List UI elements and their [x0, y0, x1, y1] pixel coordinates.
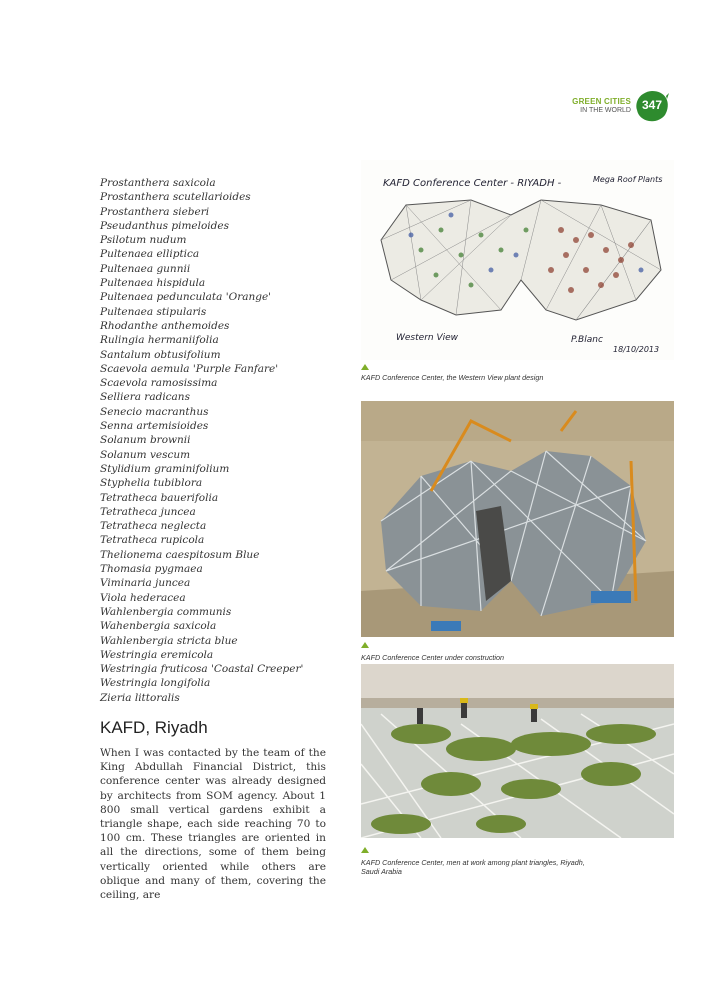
list-item: Wahenbergia saxicola	[100, 620, 217, 633]
list-item: Pseudanthus pimeloides	[100, 219, 229, 232]
construction-photo	[361, 401, 674, 637]
list-item: Prostanthera saxicola	[100, 177, 216, 189]
list-item: Scaevola ramosissima	[100, 377, 218, 390]
brand-line2: IN THE WORLD	[580, 107, 631, 114]
brand-logo	[572, 97, 631, 115]
list-item: Santalum obtusifolium	[100, 348, 221, 361]
list-item: Tetratheca neglecta	[100, 520, 207, 533]
list-item: Viminaria juncea	[100, 577, 191, 590]
list-item: Thomasia pygmaea	[100, 563, 203, 576]
list-item: Zieria littoralis	[100, 691, 180, 704]
page-number: 347	[641, 98, 663, 112]
list-item: Solanum vescum	[100, 448, 191, 461]
list-item: Prostanthera scutellarioides	[100, 191, 251, 204]
list-item: Senecio macranthus	[100, 405, 209, 418]
figure-caption: KAFD Conference Center under construction	[361, 653, 505, 662]
list-item: Pultenaea hispidula	[100, 277, 206, 290]
list-item: Westringia fruticosa 'Coastal Creeper'	[100, 663, 304, 676]
list-item: Pultenaea gunnii	[100, 262, 191, 275]
list-item: Thelionema caespitosum Blue	[100, 548, 260, 561]
figure-caption: KAFD Conference Center, the Western View plant design	[361, 373, 544, 382]
caption-line: Saudi Arabia	[361, 867, 402, 876]
list-item: Styphelia tubiblora	[100, 477, 203, 490]
caption-marker-icon	[361, 847, 369, 853]
list-item: Solanum brownii	[100, 434, 191, 447]
list-item: Rulingia hermaniifolia	[100, 334, 219, 347]
sketch-date: 18/10/2013	[613, 345, 660, 354]
list-item: Prostanthera sieberi	[100, 205, 210, 218]
list-item: Psilotum nudum	[100, 234, 187, 247]
caption-marker-icon	[361, 642, 369, 648]
list-item: Pultenaea pedunculata 'Orange'	[100, 291, 272, 304]
list-item: Selliera radicans	[100, 391, 190, 404]
body-paragraph: When I was contacted by the team of the King Abdullah Financial District, this conference center was already designed by architects from SOM agency. About 1 800 small vertical gardens exhibit a triangle shape, each side reaching 70 to 100 cm. These triangles are oriented in all the directions, some of them being vertically oriented while others are oblique and many of them, covering the ceiling, are	[100, 747, 326, 902]
list-item: Stylidium graminifolium	[100, 462, 230, 475]
list-item: Rhodanthe anthemoides	[100, 319, 230, 332]
list-item: Westringia eremicola	[100, 648, 214, 661]
list-item: Westringia longifolia	[100, 677, 211, 690]
list-item: Scaevola aemula 'Purple Fanfare'	[100, 362, 279, 375]
list-item: Pultenaea elliptica	[100, 248, 200, 261]
figure-caption	[361, 858, 661, 876]
list-item: Viola hederacea	[100, 591, 186, 604]
sketch-note: Mega Roof Plants	[593, 175, 663, 184]
list-item: Senna artemisioides	[100, 420, 209, 433]
sketch-view-label: Western View	[396, 333, 459, 343]
list-item: Tetratheca juncea	[100, 505, 196, 518]
caption-line: KAFD Conference Center, men at work among plant triangles, Riyadh,	[361, 858, 585, 867]
list-item: Wahlenbergia stricta blue	[100, 634, 238, 647]
workers-photo	[361, 664, 674, 838]
brand-line1: GREEN CITIES	[572, 97, 631, 106]
roof-plant-sketch	[361, 160, 674, 360]
section-title: KAFD, Riyadh	[100, 718, 208, 737]
sketch-title: KAFD Conference Center - RIYADH -	[383, 178, 562, 189]
page-header	[572, 88, 669, 124]
list-item: Tetratheca rupicola	[100, 534, 205, 547]
sketch-image	[361, 160, 674, 360]
list-item: Tetratheca bauerifolia	[100, 491, 219, 504]
page-number-badge	[635, 90, 669, 122]
plant-list	[100, 176, 340, 705]
list-item: Wahlenbergia communis	[100, 605, 232, 618]
sketch-signature: P.Blanc	[571, 335, 603, 345]
workers-illustration	[361, 664, 674, 838]
caption-marker-icon	[361, 364, 369, 370]
construction-illustration	[361, 401, 674, 637]
list-item: Pultenaea stipularis	[100, 305, 207, 318]
